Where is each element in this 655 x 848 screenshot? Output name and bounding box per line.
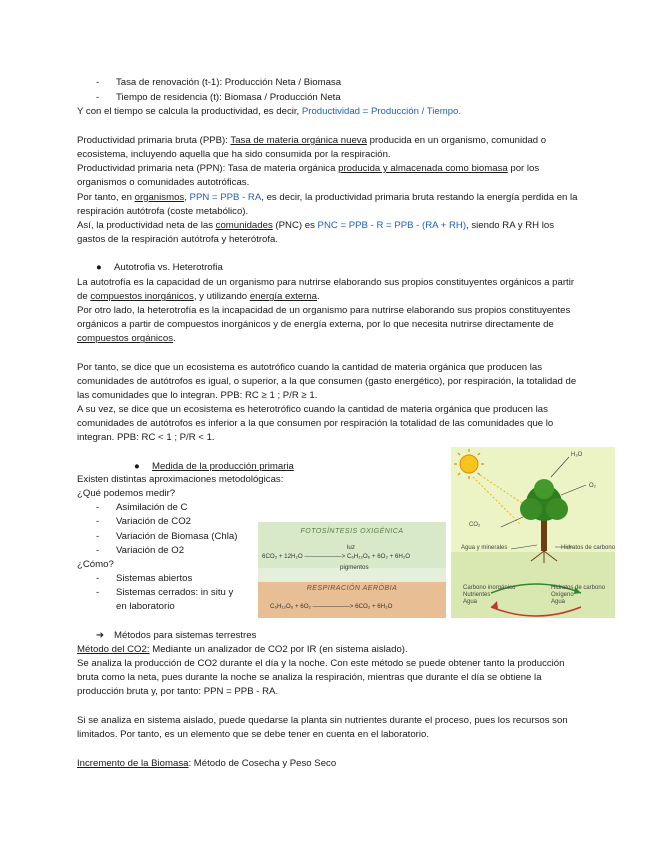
list-item: - Variación de O2 [96,545,185,556]
photosynthesis-equation: 6CO₂ + 12H₂O ——————> C₆H₁₂O₆ + 6O₂ + 6H₂O [262,553,411,560]
paragraph-ppn: Productividad primaria neta (PPN): Tasa de materia orgánica producida y almacenada como biomasa por los organismos o comunidades autotróficas. [77,163,540,189]
list-item: - Sistemas cerrados: in situ y [96,587,234,598]
respiration-title: RESPIRACIÓN AERÓBIA [306,585,398,592]
paragraph-analisis-co2: Se analiza la producción de CO2 durante el día y la noche. Con este método se puede obtener tanto la producción bruta como la neta, pues durante la noche se analiza la respiración, mientras que durante el día se obtiene la producción bruta y, por tanto: PPN = PPB - RA. [77,658,565,698]
tree-diagram [451,447,615,618]
respiration-equation: C₆H₁₂O₆ + 6O₂ ——————> 6CO₂ + 6H₂O [270,603,393,610]
paragraph-incremento-biomasa: Incremento de la Biomasa: Método de Cosecha y Peso Seco [77,758,337,769]
photosynthesis-title: FOTOSÍNTESIS OXIGÉNICA [300,528,404,535]
list-item: - Asimilación de C [96,502,188,513]
text-como: ¿Cómo? [77,559,114,570]
inputs-box: Carbono inorgánico Nutrientes Agua [463,585,516,605]
list-item: en laboratorio [116,601,175,612]
pigments-label: pigmentos [340,564,369,571]
list-item: - Tasa de renovación (t-1): Producción Neta / Biomasa [96,77,342,88]
list-item: - Tiempo de residencia (t): Biomasa / Producción Neta [96,92,341,103]
heading-medida: ● Medida de la producción primaria [134,461,294,472]
list-item: - Variación de Biomasa (Chla) [96,531,238,542]
co2-label: CO₂ [469,522,481,528]
paragraph-heterotrofia: Por otro lado, la heterotrofía es la incapacidad de un organismo para nutrirse elaborando sus propios constituyentes orgánicos a partir de compuestos inorgánicos y de energía externa, por lo que necesita nutrirse directamente de compuestos orgánicos. [77,305,571,345]
heading-autotrofia: ● Autotrofia vs. Heterotrofia [96,262,223,273]
paragraph-productividad: Y con el tiempo se calcula la productividad, es decir, Productividad = Producción / Tiempo. [77,106,462,117]
heading-metodos: ➔ Métodos para sistemas terrestres [96,630,257,641]
paragraph-ecosistema-heterotrofico: A su vez, se dice que un ecosistema es heterotrófico cuando la cantidad de materia orgánica que producen las comunidades de autótrofos es inferior a la que consumen por respiración la totalidad de las comunidades que lo integran. PPB: RC < 1 ; P/R < 1. [77,404,554,444]
list-item: - Variación de CO2 [96,516,192,527]
paragraph-ppn-organismos: Por tanto, en organismos, PPN = PPB - RA, es decir, la productividad primaria bruta restando la energía perdida en la respiración autótrofa (coste metabólico). [77,192,578,218]
paragraph-ppb: Productividad primaria bruta (PPB): Tasa de materia orgánica nueva producida en un organismo, comunidad o ecosistema, incluyendo aquella que ha sido consumida por la respiración. [77,135,547,161]
outputs-box: Hidratos de carbono Oxígeno Agua [551,585,606,605]
paragraph-pnc: Así, la productividad neta de las comunidades (PNC) es PNC = PPB - R = PPB - (RA + RH), siendo RA y RH los gastos de la respiración autótrofa y heterótrofa. [77,220,555,246]
oxygen-label: O₂ [589,483,596,489]
paragraph-sistema-aislado: Si se analiza en sistema aislado, puede quedarse la planta sin nutrientes durante el proceso, pues los recursos son limitados. Por tanto, es un elemento que se debe tener en cuenta en el laboratorio. [77,715,568,741]
photosynthesis-figure [258,522,446,618]
paragraph-autotrofia: La autotrofía es la capacidad de un organismo para nutrirse elaborando sus propios constituyentes orgánicos a partir de compuestos inorgánicos, y utilizando energía externa. [77,277,575,303]
text-aproximaciones: Existen distintas aproximaciones metodológicas: [77,474,284,485]
light-label: luz [347,544,355,551]
paragraph-ecosistema-autotrofico: Por tanto, se dice que un ecosistema es autotrófico cuando la cantidad de materia orgánica que producen las comunidades de autótrofos es igual, o superior, a la que consumen (gasto energético), por respiración, la totalidad de las comunidades que lo integran. PPB: RC ≥ 1 ; P/R ≥ 1. [77,362,577,402]
water-minerals-label: Agua y minerales [461,545,508,551]
water-label: H₂O [571,452,583,458]
carbohydrates-label: Hidratos de carbono [561,545,615,551]
paragraph-metodo-co2: Método del CO2: Mediante un analizador de CO2 por IR (en sistema aislado). [77,644,408,655]
list-item: - Sistemas abiertos [96,573,193,584]
text-que-medir: ¿Qué podemos medir? [77,488,176,499]
